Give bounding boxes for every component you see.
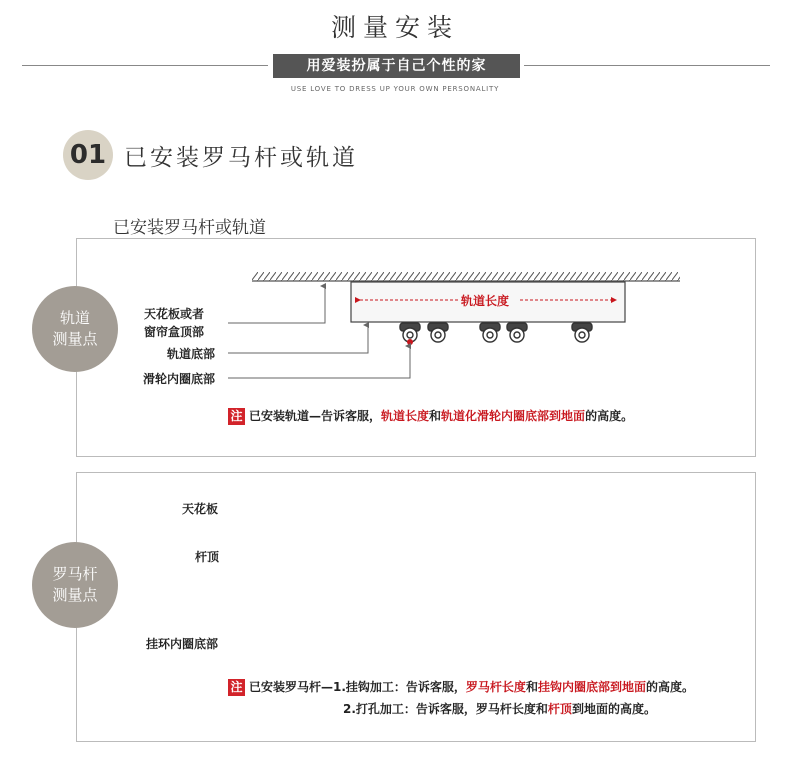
track-badge-line2: 测量点 xyxy=(52,330,98,348)
rod-ceiling-label: 天花板 xyxy=(182,502,219,516)
track-length-label: 轨道长度 xyxy=(461,294,510,308)
pulley-inner-bottom-label: 滑轮内圈底部 xyxy=(143,372,216,386)
rod-badge-line1: 罗马杆 xyxy=(52,565,98,583)
track-pulley xyxy=(480,323,500,342)
section-label: 已安装罗马杆或轨道 xyxy=(113,218,266,238)
header-tagline: USE LOVE TO DRESS UP YOUR OWN PERSONALITY xyxy=(290,85,500,93)
track-badge-line1: 轨道 xyxy=(59,309,90,327)
track-pulleys xyxy=(400,323,592,342)
track-pulley xyxy=(572,323,592,342)
track-note: 注 已安装轨道—告诉客服，轨道长度和轨道化滑轮内圈底部到地面的高度。 xyxy=(228,407,633,425)
ceiling-label-line2: 窗帘盒顶部 xyxy=(144,325,205,339)
ring-inner-bottom-label: 挂环内圈底部 xyxy=(146,637,219,651)
note-badge: 注 xyxy=(228,408,245,425)
rod-note-2: 2.打孔加工：告诉客服，罗马杆长度和杆顶到地面的高度。 xyxy=(343,702,656,716)
section-number: 01 xyxy=(63,130,113,180)
rod-top-label: 杆顶 xyxy=(195,550,220,564)
rod-measure-badge xyxy=(32,542,118,628)
header-banner: 用爱装扮属于自己个性的家 xyxy=(273,54,520,78)
track-pulley xyxy=(428,323,448,342)
track-bottom-label: 轨道底部 xyxy=(167,347,216,361)
page-title: 测量安装 xyxy=(330,13,459,42)
note-badge: 注 xyxy=(228,679,245,696)
rod-note-1: 注 已安装罗马杆—1.挂钩加工：告诉客服，罗马杆长度和挂钩内圈底部到地面的高度。 xyxy=(228,678,694,696)
ceiling-label xyxy=(144,305,204,341)
section-title: 已安装罗马杆或轨道 xyxy=(124,145,358,171)
track-pulley xyxy=(507,323,527,342)
ceiling-label-line1: 天花板或者 xyxy=(144,307,205,321)
rod-badge-line2: 测量点 xyxy=(52,586,98,604)
track-ceiling xyxy=(252,272,680,281)
